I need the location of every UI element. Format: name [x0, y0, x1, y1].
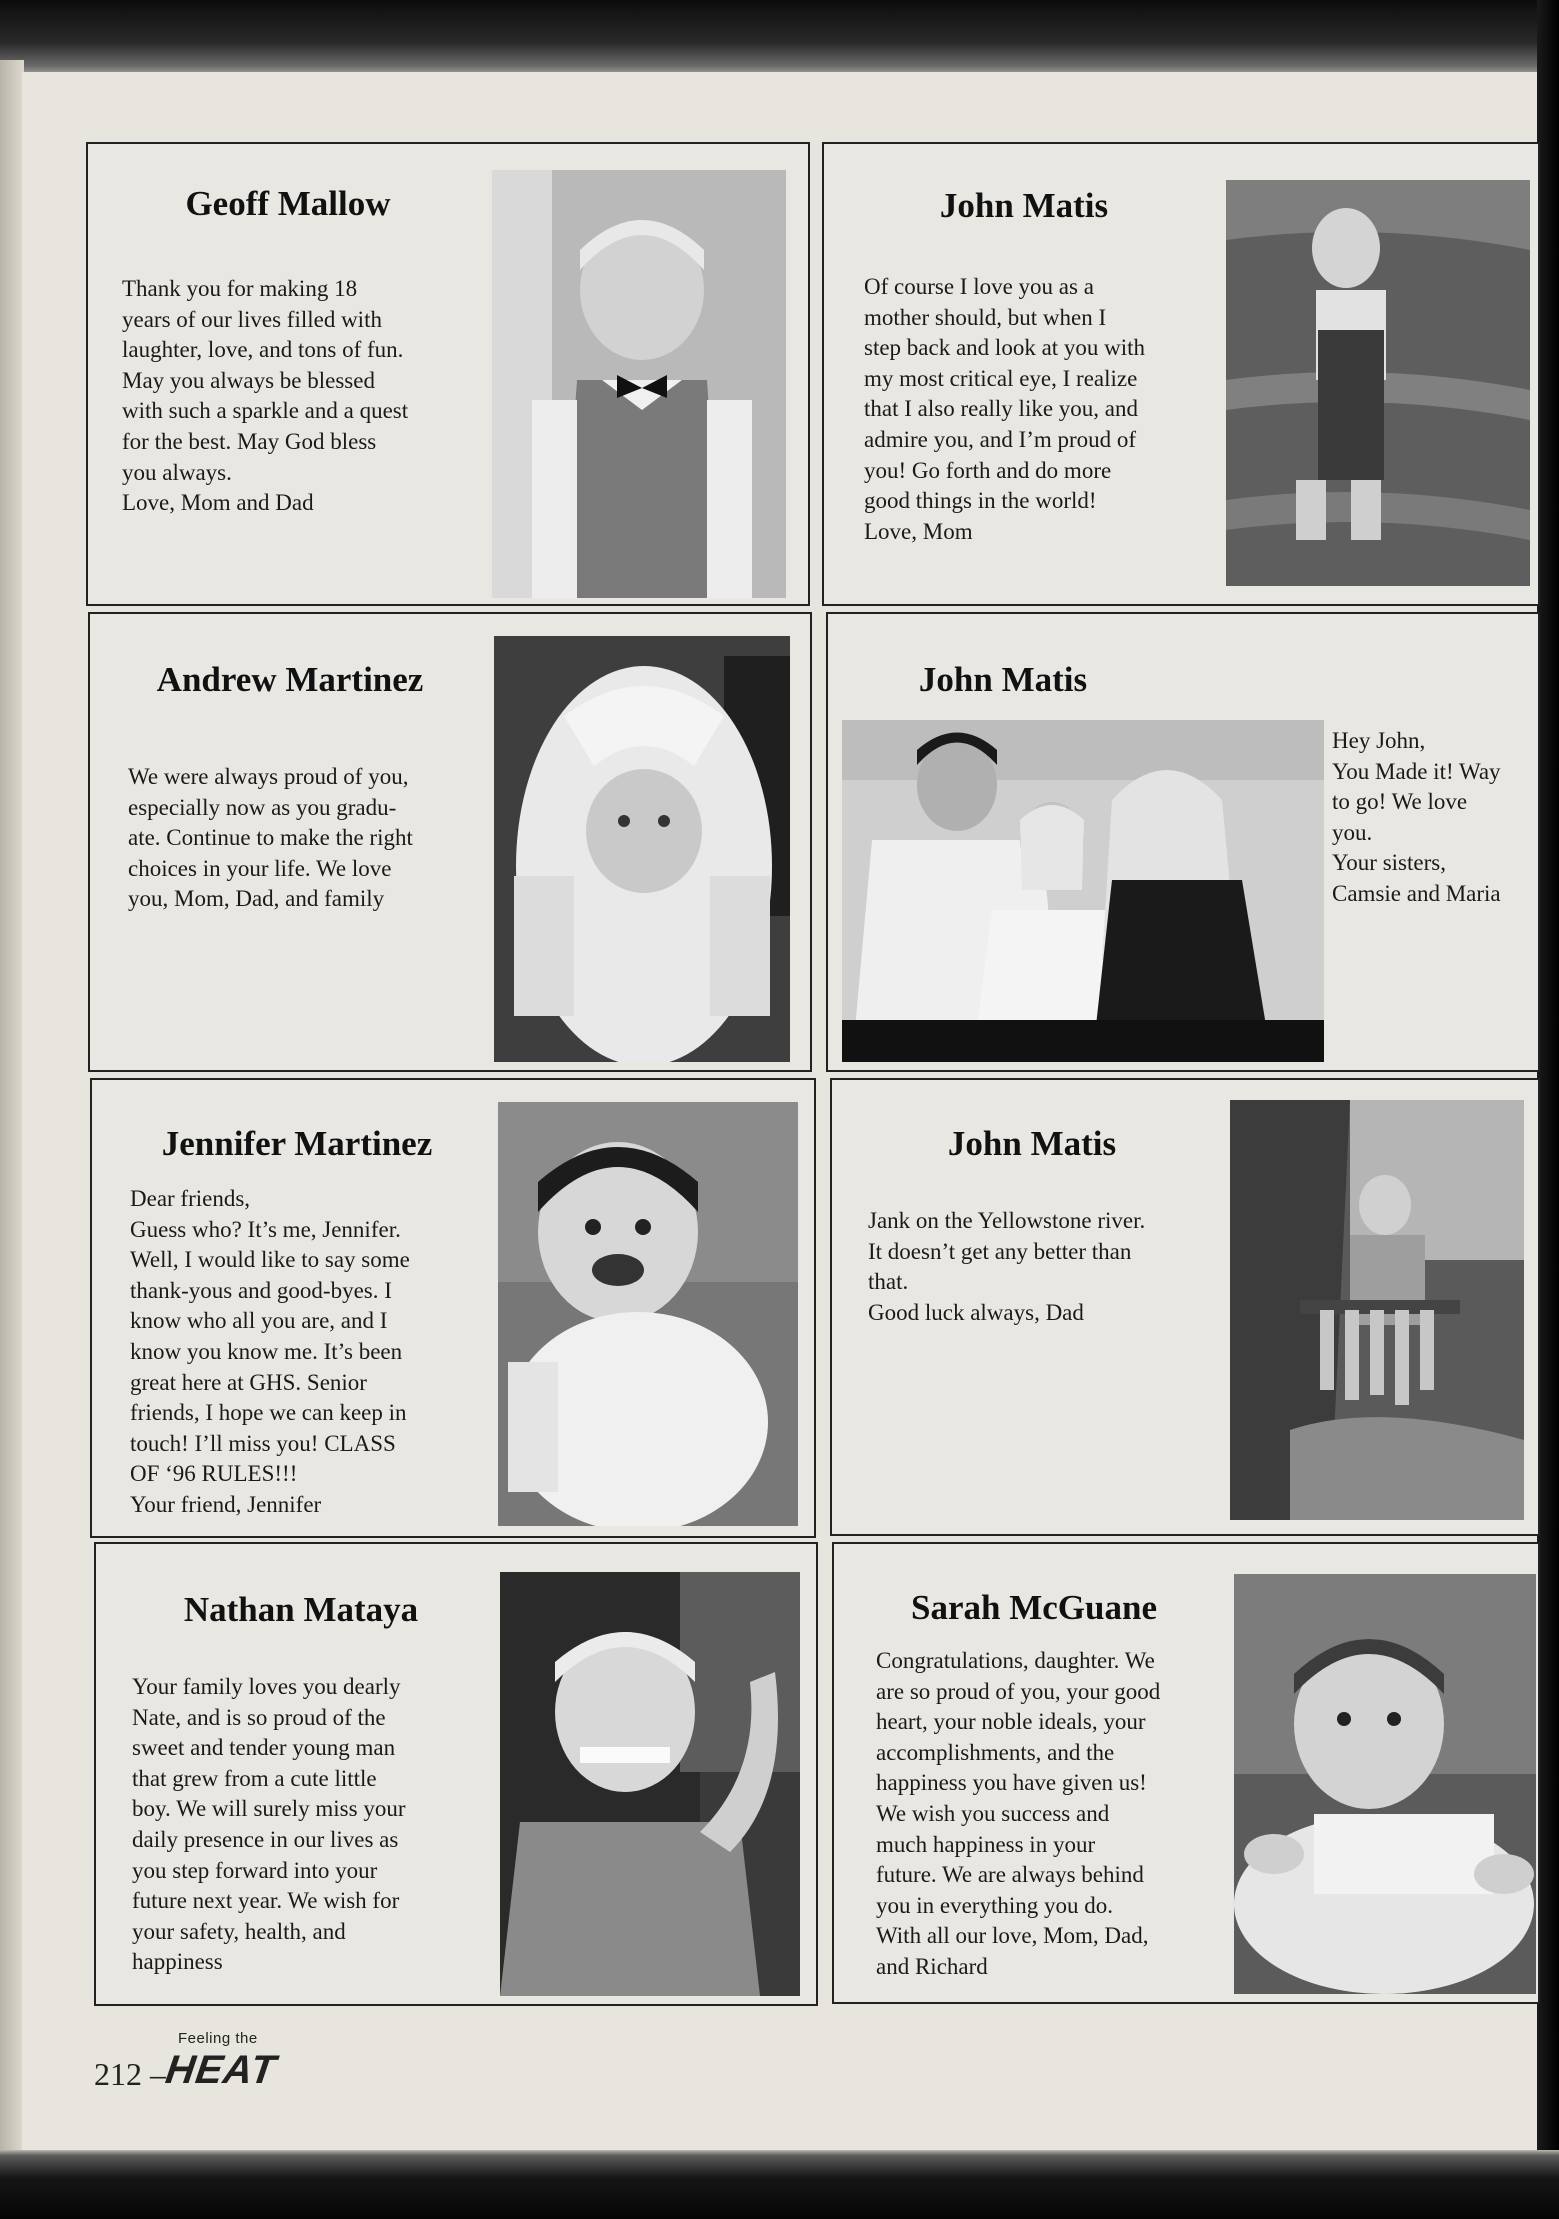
ad-card-sarah-mcguane — [832, 1542, 1540, 2004]
ad-card-geoff-mallow — [86, 142, 810, 606]
ad-name: Geoff Mallow — [185, 184, 391, 223]
ad-message: Your family loves you dearly Nate, and is so proud of the sweet and tender young man that grew from a cute little boy. We will surely miss your daily presence in our lives as you step forward into your future next year. We wish for your safety, health, and happiness — [132, 1674, 406, 1975]
ad-name: Nathan Mataya — [183, 1590, 419, 1629]
baby-lying-photo — [1234, 1574, 1536, 1994]
page-gutter-shadow — [0, 60, 24, 2160]
ad-name: John Matis — [939, 186, 1109, 225]
ad-message: Hey John, You Made it! Way to go! We love you. Your sisters, Camsie and Maria — [1332, 728, 1501, 906]
smiling-baby-photo — [498, 1102, 798, 1526]
section-logo-small-text: Feeling the — [178, 2030, 258, 2047]
ad-card-nathan-mataya — [94, 1542, 818, 2006]
boy-flexing-photo — [500, 1572, 800, 1996]
boy-with-fish-photo — [1230, 1100, 1524, 1520]
page-number: 212 – — [94, 2056, 166, 2092]
ad-name: John Matis — [947, 1124, 1117, 1163]
ad-name: Sarah McGuane — [911, 1588, 1157, 1627]
scan-top-edge — [0, 0, 1559, 78]
siblings-group-photo — [842, 720, 1324, 1062]
ad-name: John Matis — [918, 660, 1088, 699]
ad-message: Thank you for making 18 years of our lives filled with laughter, love, and tons of fun. May you always be blessed with such a sparkle and a quest for the best. May God bless you always. Love, Mom and Dad — [122, 276, 409, 516]
ad-card-john-matis-mom — [822, 142, 1540, 606]
ad-card-jennifer-martinez — [90, 1078, 816, 1538]
ad-message: Congratulations, daughter. We are so proud of you, your good heart, your noble ideals, your accomplishments, and the happiness you have given us! We wish you success and much happiness in your future. We are always behind you in everything you do. With all our love, Mom, Dad, and Richard — [876, 1648, 1161, 1979]
ad-card-andrew-martinez — [88, 612, 812, 1072]
baby-snowsuit-photo — [494, 636, 790, 1062]
ad-message: Of course I love you as a mother should, but when I step back and look at you with my most critical eye, I realize that I also really like you, and admire you, and I’m proud of you! Go forth and do more good things in the world! Love, Mom — [864, 274, 1146, 544]
book-spine — [1537, 0, 1559, 2219]
ad-message: Dear friends, Guess who? It’s me, Jennifer. Well, I would like to say some thank-yous and good-byes. I know who all you are, and I know you know me. It’s been great here at GHS. Senior friends, I hope we can keep in touch! I’ll miss you! CLASS OF ‘96 RULES!!! Your friend, Jennifer — [130, 1186, 410, 1517]
ad-message: Jank on the Yellowstone river. It doesn’t get any better than that. Good luck always, Dad — [868, 1208, 1146, 1325]
scan-bottom-edge — [0, 2150, 1559, 2219]
section-logo-heat: HEAT — [162, 2048, 280, 2092]
toddler-in-water-photo — [1226, 180, 1530, 586]
ad-card-john-matis-sisters — [826, 612, 1540, 1072]
toddler-bowtie-photo — [492, 170, 786, 598]
ad-message: We were always proud of you, especially now as you gradu- ate. Continue to make the right choices in your life. We love you, Mom, Dad, and family — [128, 764, 413, 912]
ad-name: Andrew Martinez — [156, 660, 424, 699]
ad-card-john-matis-dad — [830, 1078, 1540, 1536]
ad-name: Jennifer Martinez — [161, 1124, 433, 1163]
